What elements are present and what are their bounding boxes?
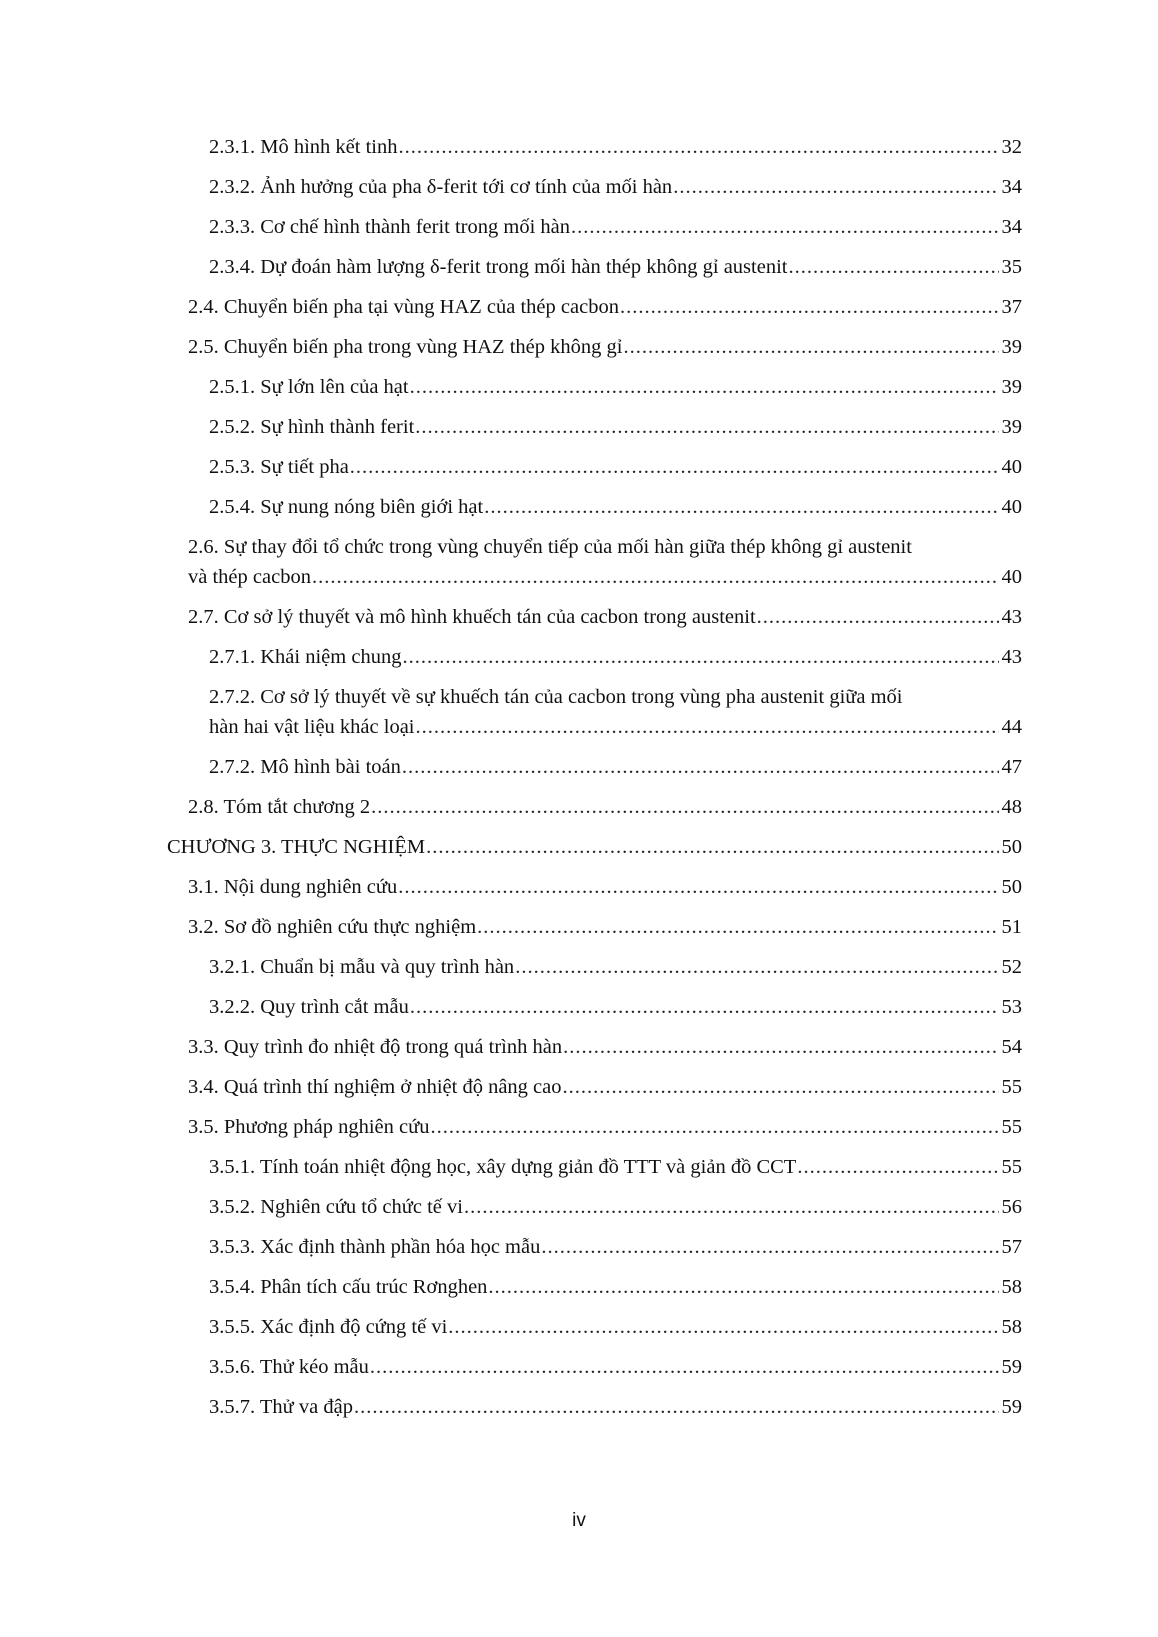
- toc-entry[interactable]: [209, 1392, 1022, 1422]
- dot-leader: [312, 562, 999, 592]
- toc-entry[interactable]: [188, 602, 1022, 632]
- dot-leader: [448, 1312, 998, 1342]
- toc-entry-title: 2.3.4. Dự đoán hàm lượng δ-ferit trong mối hàn thép không gỉ austenit: [209, 256, 788, 278]
- dot-leader: [430, 1112, 998, 1142]
- toc-entry-title: 2.5.4. Sự nung nóng biên giới hạt: [209, 496, 484, 518]
- toc-entry-page: 51: [1001, 916, 1022, 938]
- toc-entry-page: 34: [1001, 216, 1022, 238]
- toc-entry[interactable]: [188, 532, 1022, 592]
- dot-leader: [410, 372, 999, 402]
- toc-entry-title: 3.5.3. Xác định thành phần hóa học mẫu: [209, 1236, 541, 1258]
- dot-leader: [541, 1232, 998, 1262]
- toc-entry[interactable]: [167, 832, 1022, 862]
- toc-entry-page: 55: [1001, 1156, 1022, 1178]
- toc-entry-title-line2: và thép cacbon: [188, 566, 311, 588]
- toc-entry-page: 55: [1001, 1076, 1022, 1098]
- toc-entry-title: 2.3.2. Ảnh hưởng của pha δ-ferit tới cơ tính của mối hàn: [209, 176, 673, 198]
- toc-entry-title-line1: 2.6. Sự thay đổi tổ chức trong vùng chuyển tiếp của mối hàn giữa thép không gỉ austenit: [188, 536, 912, 558]
- toc-entry[interactable]: [188, 1112, 1022, 1142]
- toc-entry-title: 2.7. Cơ sở lý thuyết và mô hình khuếch tán của cacbon trong austenit: [188, 606, 756, 628]
- dot-leader: [398, 132, 998, 162]
- dot-leader: [370, 1352, 999, 1382]
- dot-leader: [623, 332, 998, 362]
- toc-entry-title: 2.3.3. Cơ chế hình thành ferit trong mối hàn: [209, 216, 570, 238]
- dot-leader: [563, 1032, 998, 1062]
- toc-entry[interactable]: [209, 1272, 1022, 1302]
- toc-entry-page: 39: [1001, 416, 1022, 438]
- toc-entry-title-line2: hàn hai vật liệu khác loại: [209, 716, 415, 738]
- toc-entry[interactable]: [209, 1312, 1022, 1342]
- toc-entry-page: 44: [1001, 716, 1022, 738]
- toc-entry-title: 3.5.5. Xác định độ cứng tế vi: [209, 1316, 448, 1338]
- dot-leader: [410, 992, 999, 1022]
- dot-leader: [673, 172, 998, 202]
- toc-entry-page: 57: [1001, 1236, 1022, 1258]
- toc-entry[interactable]: [188, 792, 1022, 822]
- dot-leader: [402, 752, 999, 782]
- toc-entry[interactable]: [209, 992, 1022, 1022]
- toc-entry[interactable]: [209, 642, 1022, 672]
- toc-entry-title: 3.2. Sơ đồ nghiên cứu thực nghiệm: [188, 916, 477, 938]
- toc-entry[interactable]: [209, 682, 1022, 742]
- dot-leader: [515, 952, 998, 982]
- page-number: iv: [572, 1510, 586, 1531]
- toc-entry-page: 58: [1001, 1276, 1022, 1298]
- toc-entry[interactable]: [209, 252, 1022, 282]
- toc-entry-title: 3.2.2. Quy trình cắt mẫu: [209, 996, 409, 1018]
- toc-entry[interactable]: [209, 172, 1022, 202]
- toc-entry[interactable]: [209, 952, 1022, 982]
- dot-leader: [416, 712, 999, 742]
- dot-leader: [788, 252, 998, 282]
- toc-entry[interactable]: [188, 872, 1022, 902]
- toc-entry-page: 47: [1001, 756, 1022, 778]
- toc-entry-title: 3.5.1. Tính toán nhiệt động học, xây dựng giản đồ TTT và giản đồ CCT: [209, 1156, 797, 1178]
- toc-entry-page: 34: [1001, 176, 1022, 198]
- toc-entry-title: 2.5.2. Sự hình thành ferit: [209, 416, 415, 438]
- toc-entry-page: 50: [1001, 876, 1022, 898]
- toc-entry-title: 3.2.1. Chuẩn bị mẫu và quy trình hàn: [209, 956, 515, 978]
- toc-entry[interactable]: [188, 1072, 1022, 1102]
- toc-entry[interactable]: [209, 372, 1022, 402]
- toc-entry-title: 3.5.7. Thử va đập: [209, 1396, 353, 1418]
- toc-entry-page: 37: [1001, 296, 1022, 318]
- toc-entry-title: 3.5. Phương pháp nghiên cứu: [188, 1116, 430, 1138]
- toc-entry-page: 59: [1001, 1356, 1022, 1378]
- toc-entry-page: 48: [1001, 796, 1022, 818]
- toc-entry[interactable]: [209, 452, 1022, 482]
- toc-entry-page: 40: [1001, 456, 1022, 478]
- toc-entry[interactable]: [209, 132, 1022, 162]
- toc-entry[interactable]: [188, 912, 1022, 942]
- toc-entry-page: 39: [1001, 376, 1022, 398]
- toc-entry[interactable]: [209, 212, 1022, 242]
- toc-entry-page: 40: [1001, 566, 1022, 588]
- toc-entry-title: 3.3. Quy trình đo nhiệt độ trong quá trình hàn: [188, 1036, 563, 1058]
- toc-entry-page: 50: [1001, 836, 1022, 858]
- toc-entry[interactable]: [209, 1352, 1022, 1382]
- toc-entry-title: 2.5.3. Sự tiết pha: [209, 456, 349, 478]
- toc-entry[interactable]: [209, 1192, 1022, 1222]
- toc-entry-page: 39: [1001, 336, 1022, 358]
- dot-leader: [398, 872, 998, 902]
- dot-leader: [563, 1072, 999, 1102]
- toc-entry-title: 3.5.2. Nghiên cứu tổ chức tế vi: [209, 1196, 463, 1218]
- toc-entry-page: 53: [1001, 996, 1022, 1018]
- toc-entry-title: 2.4. Chuyển biến pha tại vùng HAZ của thép cacbon: [188, 296, 619, 318]
- toc-entry-page: 43: [1001, 646, 1022, 668]
- dot-leader: [620, 292, 999, 322]
- toc-entry-title: 2.7.2. Mô hình bài toán: [209, 756, 401, 778]
- toc-entry-title: 2.8. Tóm tắt chương 2: [188, 796, 371, 818]
- toc-entry-page: 35: [1001, 256, 1022, 278]
- toc-entry-page: 32: [1001, 136, 1022, 158]
- dot-leader: [464, 1192, 999, 1222]
- toc-entry-page: 40: [1001, 496, 1022, 518]
- dot-leader: [354, 1392, 999, 1422]
- toc-entry[interactable]: [209, 492, 1022, 522]
- toc-entry[interactable]: [209, 412, 1022, 442]
- toc-entry[interactable]: [209, 1152, 1022, 1182]
- toc-entry[interactable]: [209, 1232, 1022, 1262]
- dot-leader: [488, 1272, 998, 1302]
- toc-entry[interactable]: [188, 292, 1022, 322]
- toc-entry-page: 54: [1001, 1036, 1022, 1058]
- dot-leader: [477, 912, 998, 942]
- dot-leader: [402, 642, 998, 672]
- toc-entry-title: 3.4. Quá trình thí nghiệm ở nhiệt độ nâng cao: [188, 1076, 562, 1098]
- toc-entry-title: 2.5. Chuyển biến pha trong vùng HAZ thép không gỉ: [188, 336, 623, 358]
- toc-entry[interactable]: [188, 332, 1022, 362]
- dot-leader: [426, 832, 998, 862]
- toc-entry-page: 52: [1001, 956, 1022, 978]
- toc-entry-title: 2.5.1. Sự lớn lên của hạt: [209, 376, 409, 398]
- toc-entry-title: 3.5.4. Phân tích cấu trúc Rơnghen: [209, 1276, 488, 1298]
- dot-leader: [350, 452, 999, 482]
- dot-leader: [484, 492, 998, 522]
- dot-leader: [797, 1152, 998, 1182]
- toc-entry-title: 3.1. Nội dung nghiên cứu: [188, 876, 398, 898]
- toc-entry-page: 56: [1001, 1196, 1022, 1218]
- toc-entry[interactable]: [209, 752, 1022, 782]
- dot-leader: [415, 412, 998, 442]
- toc-entry[interactable]: [188, 1032, 1022, 1062]
- toc-entry-page: 55: [1001, 1116, 1022, 1138]
- toc-entry-page: 59: [1001, 1396, 1022, 1418]
- dot-leader: [571, 212, 999, 242]
- dot-leader: [757, 602, 999, 632]
- toc-entry-title: 2.7.1. Khái niệm chung: [209, 646, 402, 668]
- toc-entry-title-line1: 2.7.2. Cơ sở lý thuyết về sự khuếch tán của cacbon trong vùng pha austenit giữa mối: [209, 686, 903, 708]
- toc-entry-page: 58: [1001, 1316, 1022, 1338]
- toc-entry-page: 43: [1001, 606, 1022, 628]
- toc-entry-title: 3.5.6. Thử kéo mẫu: [209, 1356, 369, 1378]
- toc-chapter-title: CHƯƠNG 3. THỰC NGHIỆM: [167, 836, 426, 858]
- dot-leader: [371, 792, 998, 822]
- table-of-contents: [0, 132, 1158, 1432]
- toc-entry-title: 2.3.1. Mô hình kết tinh: [209, 136, 398, 158]
